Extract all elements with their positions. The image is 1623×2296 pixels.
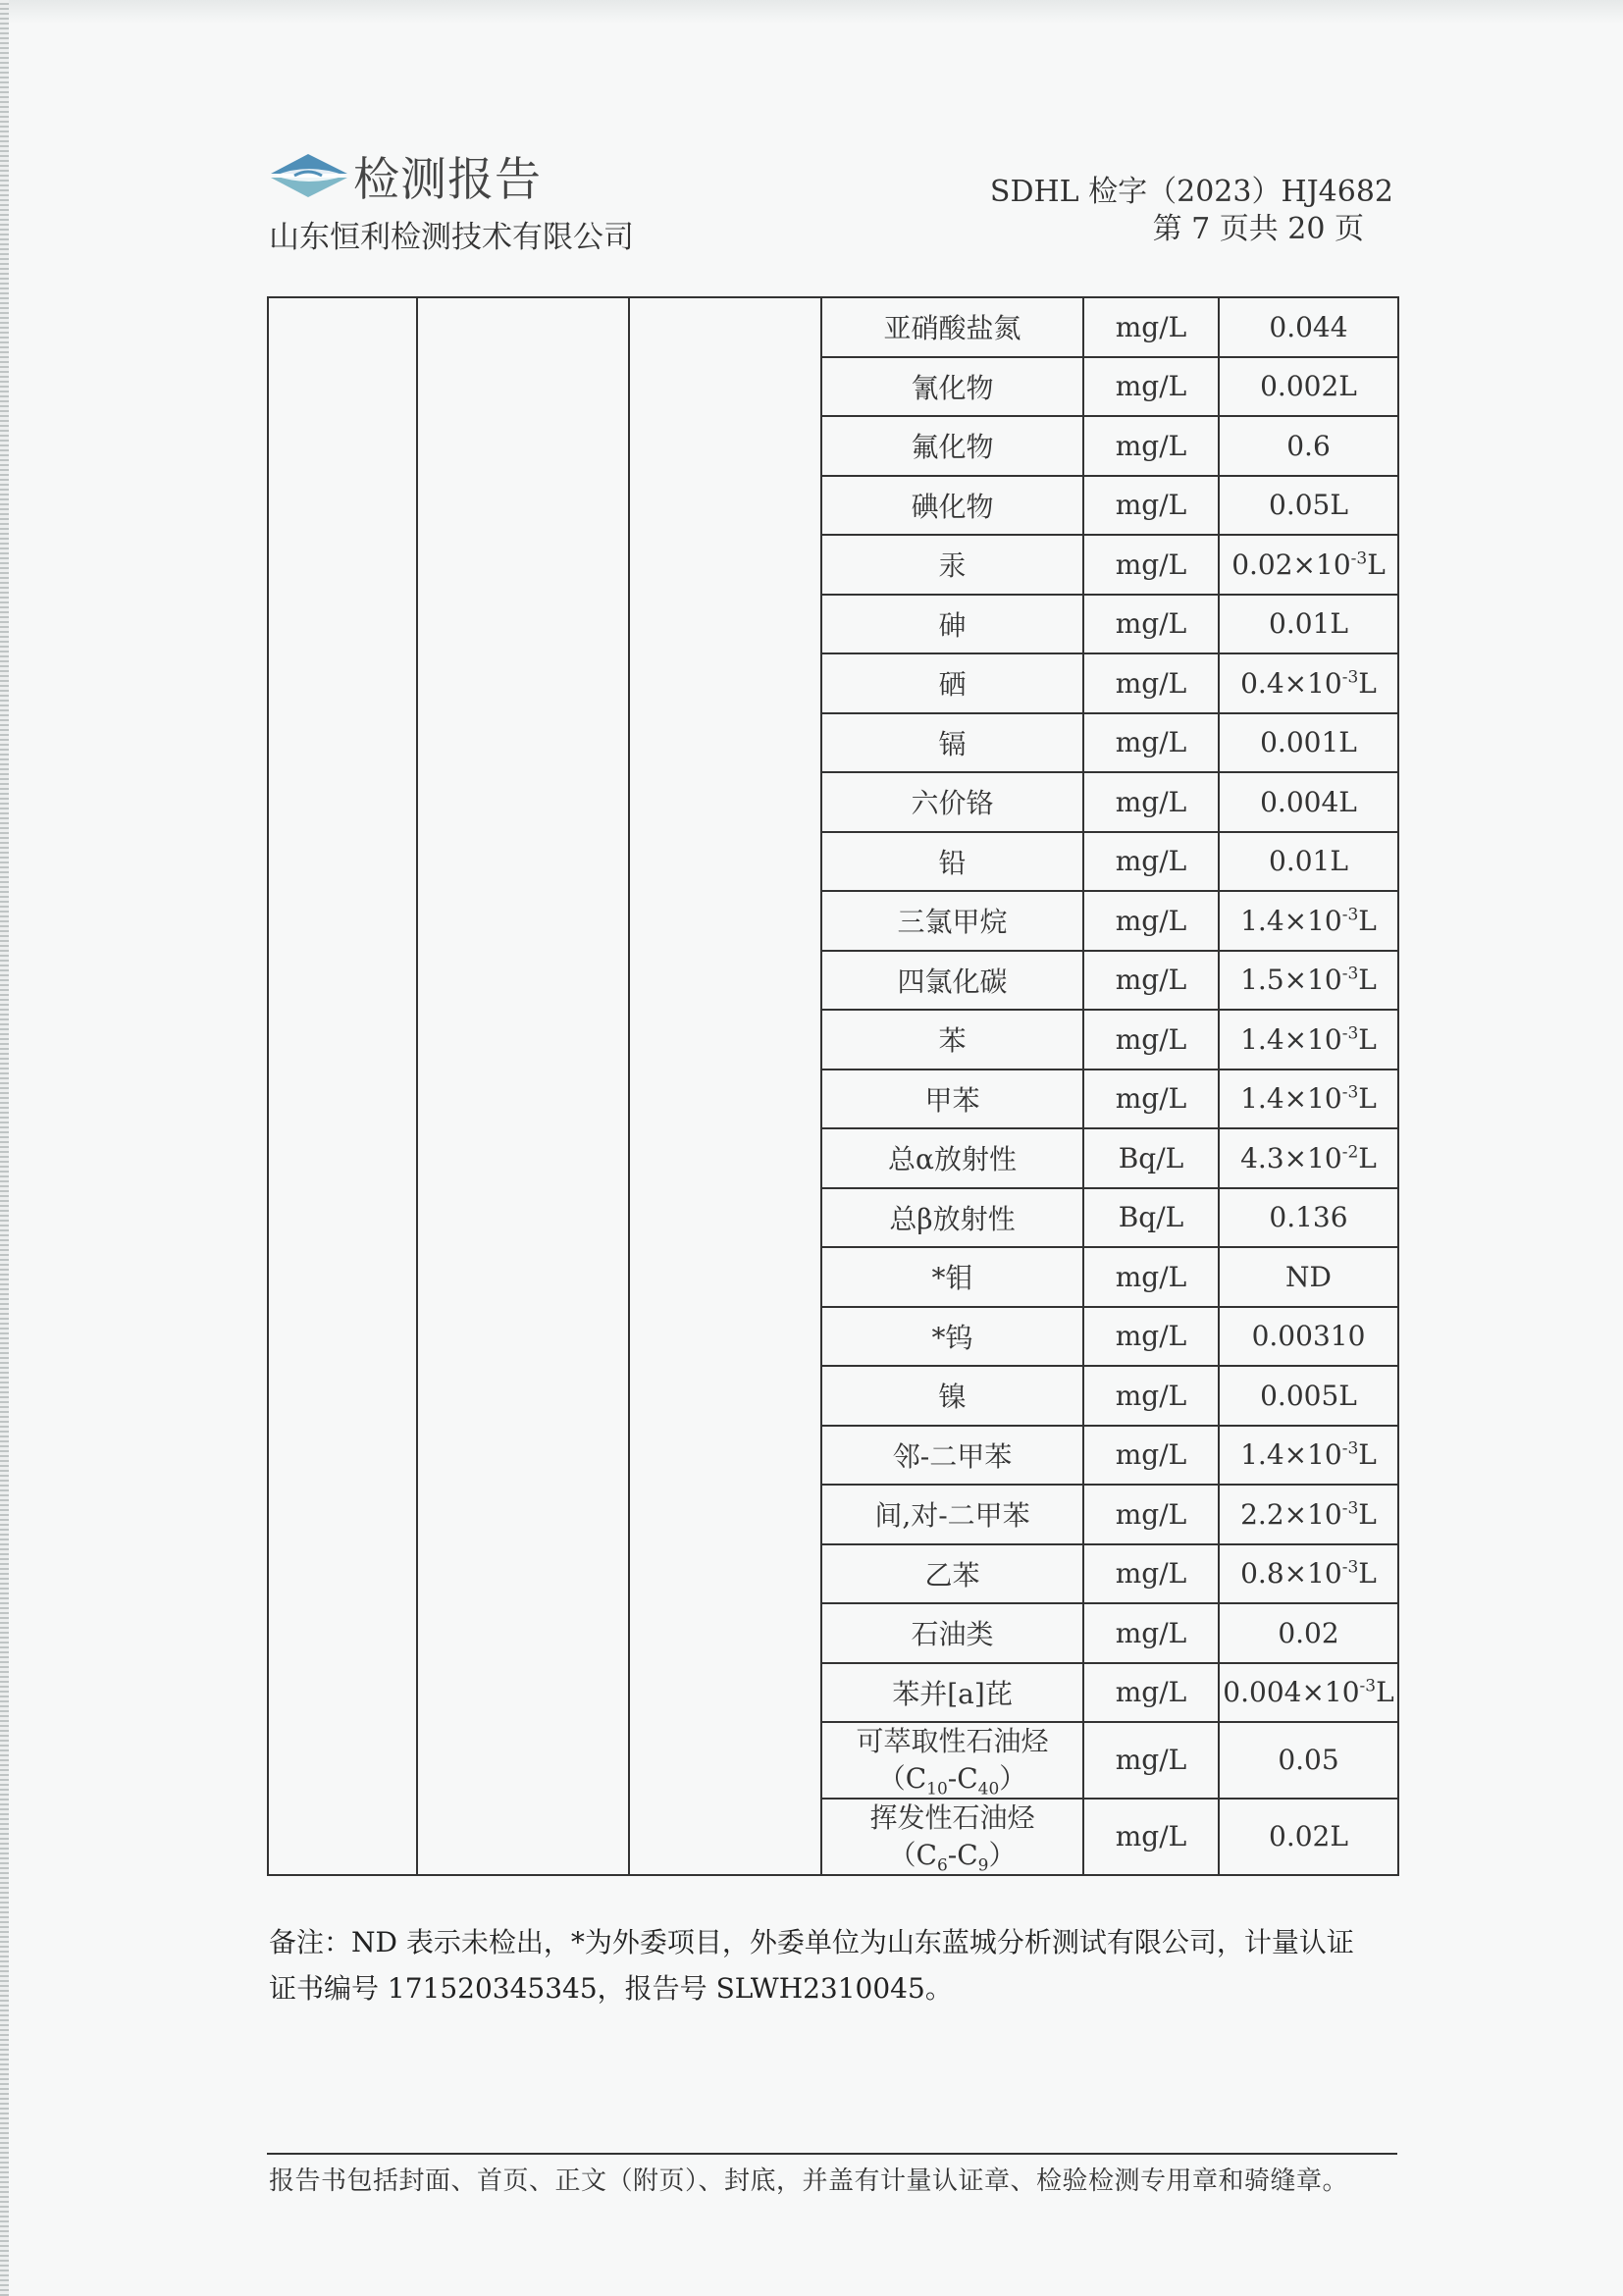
formula-part: 10 [926,1779,948,1800]
value-cell [1219,1485,1398,1544]
value-base: 0.8×10 [1240,1557,1342,1591]
unit-cell: mg/L [1083,1366,1219,1426]
unit-cell: mg/L [1083,1603,1219,1663]
item-cell: 氟化物 [821,416,1083,476]
value-cell: 0.044 [1219,297,1398,357]
page-info: 第 7 页共 20 页 [1152,212,1364,246]
formula-part: ） [999,1762,1027,1795]
formula-part: -C [947,1762,978,1795]
value-base: 0.4×10 [1240,666,1342,700]
report-header [269,147,1393,255]
value-exponent: -3 [1341,1498,1359,1519]
value-suffix: L [1358,964,1377,997]
empty-col-location [417,297,629,1875]
value-base: 1.4×10 [1240,904,1342,937]
empty-col-sample [268,297,417,1875]
item-cell: 镉 [821,713,1083,773]
value-suffix: L [1358,904,1377,937]
value-exponent: -3 [1341,1082,1359,1103]
value-cell [1219,1128,1398,1188]
formula-part: 40 [977,1779,1000,1800]
item-line-2 [822,1760,1082,1798]
item-line-2 [822,1837,1082,1874]
footer-divider [267,2153,1397,2155]
unit-cell: mg/L [1083,772,1219,832]
formula-part: 6 [936,1855,948,1876]
item-cell: 碘化物 [821,476,1083,536]
company-name: 山东恒利检测技术有限公司 [269,220,634,255]
value-cell: 0.05L [1219,476,1398,536]
item-cell: 间,对-二甲苯 [821,1485,1083,1544]
value-cell: 0.001L [1219,713,1398,773]
item-cell: 六价铬 [821,772,1083,832]
value-base: 2.2×10 [1240,1497,1342,1531]
value-cell: 0.002L [1219,357,1398,417]
item-cell: 汞 [821,535,1083,595]
formula-part: ） [988,1839,1017,1871]
report-title: 检测报告 [353,152,542,207]
unit-cell: mg/L [1083,653,1219,713]
value-cell: 0.004L [1219,772,1398,832]
unit-cell: Bq/L [1083,1188,1219,1248]
value-suffix: L [1376,1676,1394,1709]
unit-cell: mg/L [1083,832,1219,892]
value-cell: 0.01L [1219,595,1398,654]
company-logo-icon [269,152,349,199]
remarks-line-2: 证书编号 171520345345，报告号 SLWH2310045。 [269,1972,953,2005]
unit-cell: mg/L [1083,1722,1219,1799]
item-cell: 总β放射性 [821,1188,1083,1248]
item-cell: *钼 [821,1247,1083,1307]
value-cell: 0.02 [1219,1603,1398,1663]
value-exponent: -3 [1341,1557,1359,1578]
value-suffix: L [1358,1022,1377,1056]
value-cell: ND [1219,1247,1398,1307]
value-exponent: -3 [1350,548,1368,569]
value-exponent: -3 [1341,964,1359,984]
value-cell [1219,1070,1398,1129]
value-cell: 0.136 [1219,1188,1398,1248]
item-cell: 石油类 [821,1603,1083,1663]
unit-cell: mg/L [1083,713,1219,773]
item-cell: 镍 [821,1366,1083,1426]
unit-cell: mg/L [1083,476,1219,536]
unit-cell: mg/L [1083,416,1219,476]
remarks [269,1919,1397,2011]
value-cell: 0.00310 [1219,1307,1398,1367]
unit-cell: mg/L [1083,1247,1219,1307]
scan-left-edge [0,0,9,2296]
value-cell [1219,535,1398,595]
value-suffix: L [1367,548,1386,581]
value-cell [1219,1663,1398,1723]
value-base: 1.4×10 [1240,1082,1342,1116]
unit-cell: mg/L [1083,1663,1219,1723]
item-cell [821,1722,1083,1799]
item-cell: 铅 [821,832,1083,892]
item-cell: *钨 [821,1307,1083,1367]
unit-cell: mg/L [1083,1307,1219,1367]
value-base: 4.3×10 [1240,1141,1342,1174]
value-cell [1219,653,1398,713]
item-cell: 邻-二甲苯 [821,1426,1083,1486]
unit-cell: mg/L [1083,1485,1219,1544]
item-cell: 四氯化碳 [821,951,1083,1011]
formula-part: （C [888,1839,937,1871]
item-line-1: 挥发性石油烃 [869,1801,1035,1834]
value-exponent: -3 [1341,905,1359,925]
results-table [267,296,1399,1876]
remarks-line-1: 备注：ND 表示未检出，*为外委项目，外委单位为山东蓝城分析测试有限公司，计量认证 [269,1926,1354,1958]
item-cell: 砷 [821,595,1083,654]
value-suffix: L [1358,1497,1377,1531]
value-base: 1.4×10 [1240,1438,1342,1472]
item-cell [821,1799,1083,1875]
value-exponent: -3 [1341,667,1359,688]
item-cell: 三氯甲烷 [821,891,1083,951]
value-exponent: -3 [1341,1438,1359,1459]
value-cell: 0.6 [1219,416,1398,476]
report-number: SDHL 检字（2023）HJ4682 [989,175,1393,209]
formula-part: （C [877,1762,927,1795]
item-cell: 硒 [821,653,1083,713]
scan-top-edge [0,0,1623,24]
value-base: 0.004×10 [1223,1676,1360,1709]
unit-cell: mg/L [1083,1799,1219,1875]
value-cell: 0.005L [1219,1366,1398,1426]
value-exponent: -3 [1341,1023,1359,1044]
item-cell: 乙苯 [821,1544,1083,1604]
value-exponent: -2 [1341,1142,1359,1163]
formula-part: 9 [977,1855,989,1876]
unit-cell: mg/L [1083,951,1219,1011]
value-cell: 0.05 [1219,1722,1398,1799]
unit-cell: mg/L [1083,1544,1219,1604]
unit-cell: mg/L [1083,595,1219,654]
item-cell: 苯并[a]芘 [821,1663,1083,1723]
value-suffix: L [1358,1438,1377,1472]
value-cell [1219,951,1398,1011]
value-suffix: L [1358,1082,1377,1116]
value-suffix: L [1358,1557,1377,1591]
value-cell: 0.01L [1219,832,1398,892]
empty-col-date [629,297,821,1875]
unit-cell: mg/L [1083,357,1219,417]
value-cell [1219,1426,1398,1486]
value-suffix: L [1358,1141,1377,1174]
value-exponent: -3 [1359,1676,1377,1696]
item-cell: 氰化物 [821,357,1083,417]
table-row [268,297,1398,357]
unit-cell: mg/L [1083,297,1219,357]
value-base: 1.5×10 [1240,964,1342,997]
unit-cell: Bq/L [1083,1128,1219,1188]
value-base: 1.4×10 [1240,1022,1342,1056]
logo-row [269,147,542,207]
unit-cell: mg/L [1083,891,1219,951]
item-line-1: 可萃取性石油烃 [856,1725,1049,1757]
item-cell: 苯 [821,1010,1083,1070]
value-suffix: L [1358,666,1377,700]
item-cell: 亚硝酸盐氮 [821,297,1083,357]
value-base: 0.02×10 [1231,548,1351,581]
item-cell: 总α放射性 [821,1128,1083,1188]
value-cell [1219,891,1398,951]
unit-cell: mg/L [1083,1010,1219,1070]
unit-cell: mg/L [1083,1070,1219,1129]
value-cell [1219,1544,1398,1604]
unit-cell: mg/L [1083,1426,1219,1486]
unit-cell: mg/L [1083,535,1219,595]
value-cell: 0.02L [1219,1799,1398,1875]
value-cell [1219,1010,1398,1070]
formula-part: -C [947,1839,978,1871]
footer-text: 报告书包括封面、首页、正文（附页）、封底，并盖有计量认证章、检验检测专用章和骑缝章。 [269,2166,1349,2196]
item-cell: 甲苯 [821,1070,1083,1129]
